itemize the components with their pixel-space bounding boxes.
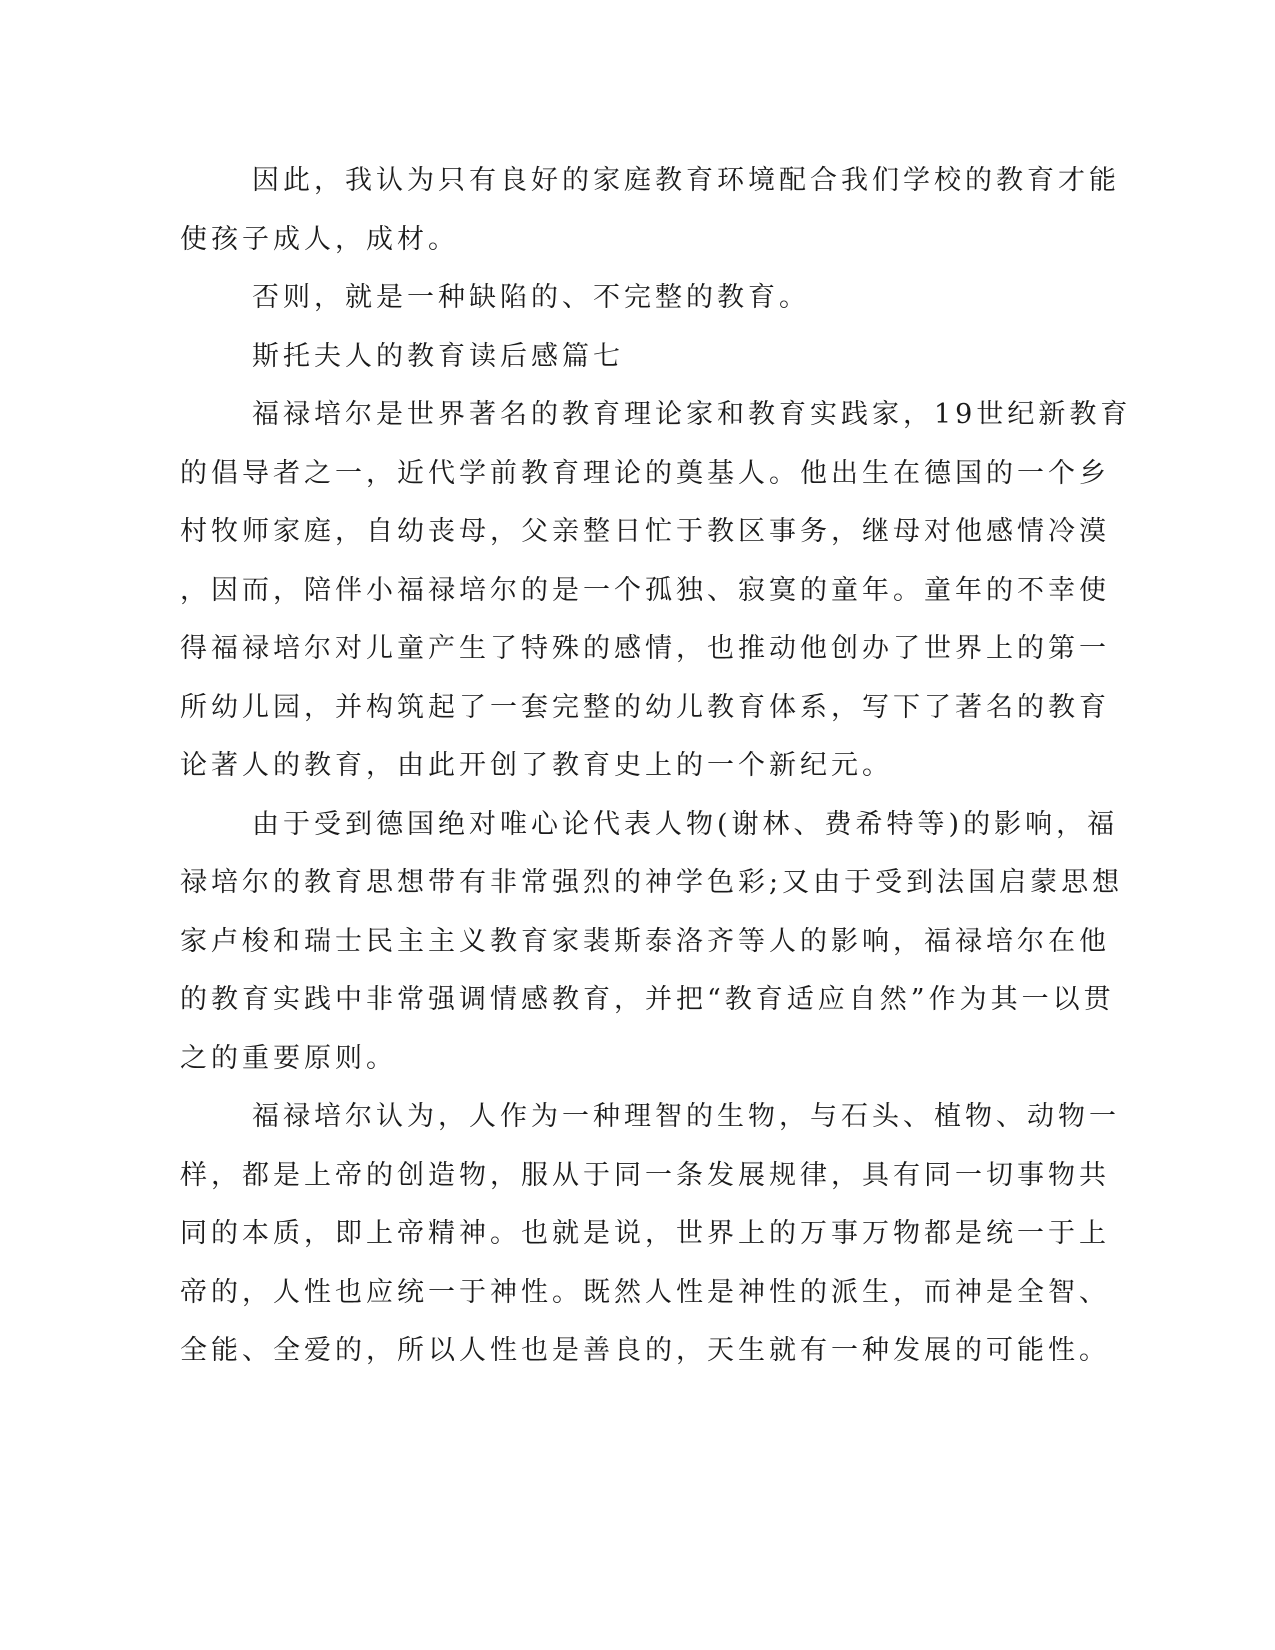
paragraph-influences <box>180 796 1124 1089</box>
paragraph-froebel-intro <box>180 386 1132 796</box>
paragraph-line: 全能、全爱的，所以人性也是善良的，天生就有一种发展的可能性。 <box>180 1335 1110 1366</box>
paragraph-line: 的教育实践中非常强调情感教育，并把“教育适应自然”作为其一以贯 <box>180 984 1115 1015</box>
paragraph-line: 的倡导者之一，近代学前教育理论的奠基人。他出生在德国的一个乡 <box>180 457 1110 489</box>
paragraph-line: 否则，就是一种缺陷的、不完整的教育。 <box>252 282 810 313</box>
paragraph-line: 帝的，人性也应统一于神性。既然人性是神性的派生，而神是全智、 <box>180 1276 1110 1308</box>
paragraph-line: 家卢梭和瑞士民主主义教育家裴斯泰洛齐等人的影响，福禄培尔在他 <box>180 925 1110 957</box>
paragraph-line: ，因而，陪伴小福禄培尔的是一个孤独、寂寞的童年。童年的不幸使 <box>180 574 1110 606</box>
paragraph-line: 论著人的教育，由此开创了教育史上的一个新纪元。 <box>180 750 893 781</box>
paragraph-line: 样，都是上帝的创造物，服从于同一条发展规律，具有同一切事物共 <box>180 1159 1110 1191</box>
paragraph-line: 福禄培尔是世界著名的教育理论家和教育实践家，19世纪新教育 <box>252 399 1132 430</box>
paragraph-line: 使孩子成人，成材。 <box>180 223 459 255</box>
section-heading <box>180 328 1040 387</box>
paragraph-line: 禄培尔的教育思想带有非常强烈的神学色彩;又由于受到法国启蒙思想 <box>180 867 1124 898</box>
paragraph-line: 由于受到德国绝对唯心论代表人物(谢林、费希特等)的影响，福 <box>252 808 1119 840</box>
paragraph-human-nature <box>180 1088 1120 1381</box>
paragraph-line: 因此，我认为只有良好的家庭教育环境配合我们学校的教育才能 <box>252 165 1120 196</box>
body-text <box>180 152 1132 1381</box>
paragraph-line: 村牧师家庭，自幼丧母，父亲整日忙于教区事务，继母对他感情冷漠 <box>180 516 1110 547</box>
paragraph-line: 得福禄培尔对儿童产生了特殊的感情，也推动他创办了世界上的第一 <box>180 633 1110 664</box>
section-title: 斯托夫人的教育读后感篇七 <box>252 340 624 372</box>
paragraph-line: 福禄培尔认为，人作为一种理智的生物，与石头、植物、动物一 <box>252 1101 1120 1132</box>
paragraph-line: 同的本质，即上帝精神。也就是说，世界上的万事万物都是统一于上 <box>180 1218 1110 1249</box>
paragraph-line: 之的重要原则。 <box>180 1042 397 1074</box>
paragraph-otherwise <box>180 269 1040 328</box>
paragraph-line: 所幼儿园，并构筑起了一套完整的幼儿教育体系，写下了著名的教育 <box>180 691 1110 723</box>
paragraph-conclusion <box>180 152 1120 269</box>
